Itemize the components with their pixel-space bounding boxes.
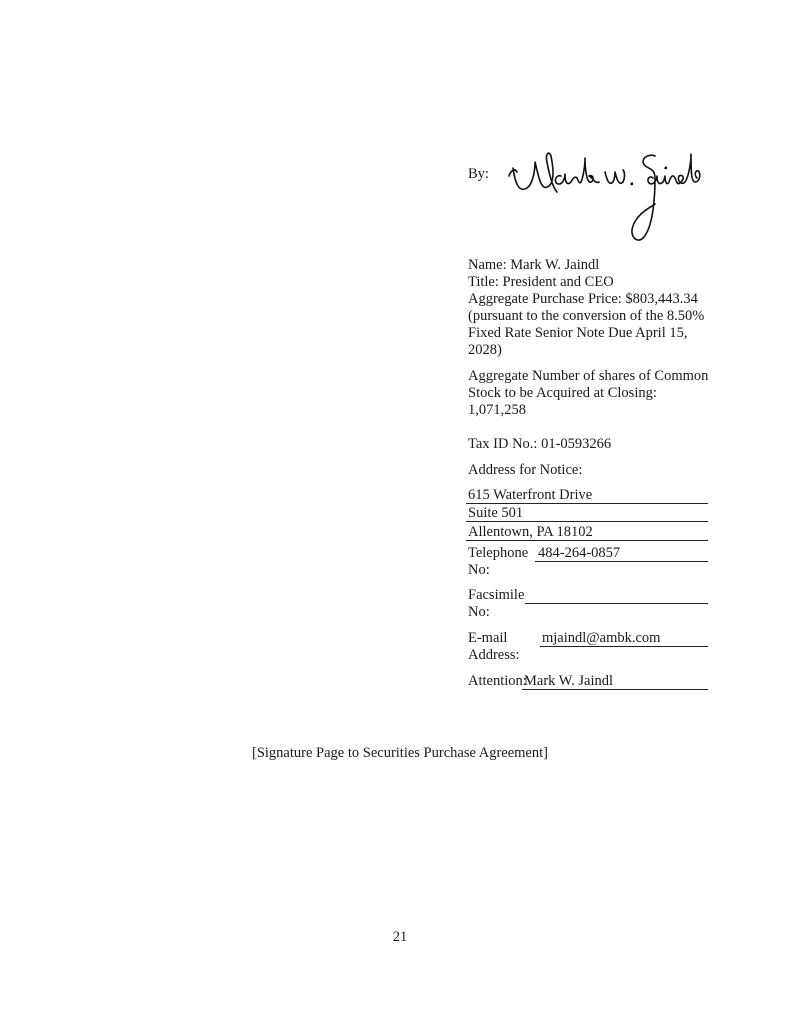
attention-value: Mark W. Jaindl xyxy=(524,673,614,689)
signature-page-caption: [Signature Page to Securities Purchase Agreement] xyxy=(252,745,548,761)
tax-id: Tax ID No.: 01-0593266 xyxy=(468,436,612,452)
page-number: 21 xyxy=(392,929,408,945)
handwritten-signature xyxy=(505,148,705,258)
attention-underline xyxy=(522,689,708,690)
facsimile-label: No: xyxy=(468,604,490,620)
purchase-price-line: 2028) xyxy=(468,342,502,358)
by-label: By: xyxy=(468,166,489,182)
address-underline xyxy=(466,503,708,504)
telephone-value: 484-264-0857 xyxy=(538,545,621,561)
address-line: 615 Waterfront Drive xyxy=(468,487,593,503)
attention-label: Attention: xyxy=(468,673,527,689)
email-label: Address: xyxy=(468,647,520,663)
email-underline xyxy=(540,646,708,647)
address-line: Suite 501 xyxy=(468,505,524,521)
telephone-label: No: xyxy=(468,562,490,578)
purchase-price-line: Aggregate Purchase Price: $803,443.34 xyxy=(468,291,698,307)
address-line: Allentown, PA 18102 xyxy=(468,524,593,540)
signer-title: Title: President and CEO xyxy=(468,274,614,290)
address-underline xyxy=(466,540,708,541)
shares-line: Aggregate Number of shares of Common xyxy=(468,368,709,384)
address-label: Address for Notice: xyxy=(468,462,583,478)
shares-line: Stock to be Acquired at Closing: xyxy=(468,385,657,401)
shares-line: 1,071,258 xyxy=(468,402,526,418)
email-label: E-mail xyxy=(468,630,508,646)
purchase-price-line: Fixed Rate Senior Note Due April 15, xyxy=(468,325,688,341)
telephone-label: Telephone xyxy=(468,545,529,561)
purchase-price-line: (pursuant to the conversion of the 8.50% xyxy=(468,308,705,324)
facsimile-underline xyxy=(525,603,708,604)
telephone-underline xyxy=(535,561,708,562)
facsimile-label: Facsimile xyxy=(468,587,525,603)
email-value: mjaindl@ambk.com xyxy=(542,630,661,646)
address-underline xyxy=(466,521,708,522)
signer-name: Name: Mark W. Jaindl xyxy=(468,257,600,273)
